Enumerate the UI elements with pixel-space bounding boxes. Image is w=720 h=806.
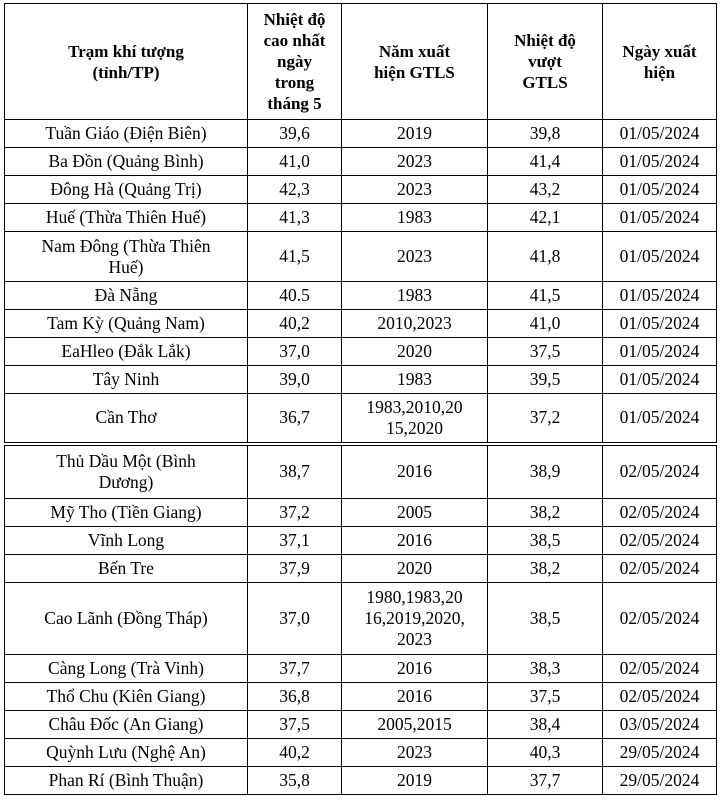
max-temp-cell: 41,5 (248, 232, 342, 282)
max-temp-cell: 36,8 (248, 683, 342, 711)
record-year-cell: 1983,2010,20 15,2020 (342, 394, 488, 444)
date-cell: 01/05/2024 (603, 338, 717, 366)
station-cell: Tam Kỳ (Quảng Nam) (5, 310, 248, 338)
max-temp-cell: 41,3 (248, 204, 342, 232)
date-cell: 02/05/2024 (603, 583, 717, 655)
header-station: Trạm khí tượng (tỉnh/TP) (5, 4, 248, 120)
exceed-temp-cell: 39,8 (488, 120, 603, 148)
exceed-temp-cell: 38,5 (488, 583, 603, 655)
record-year-cell: 2023 (342, 739, 488, 767)
exceed-temp-cell: 39,5 (488, 366, 603, 394)
table-row (5, 767, 717, 795)
station-cell: Ba Đồn (Quảng Bình) (5, 148, 248, 176)
station-cell: Mỹ Tho (Tiền Giang) (5, 499, 248, 527)
station-cell: Vĩnh Long (5, 527, 248, 555)
table-row (5, 527, 717, 555)
table-row (5, 444, 717, 499)
record-year-cell: 1980,1983,20 16,2019,2020, 2023 (342, 583, 488, 655)
station-cell: Tây Ninh (5, 366, 248, 394)
table-row (5, 583, 717, 655)
exceed-temp-cell: 40,3 (488, 739, 603, 767)
exceed-temp-cell: 41,0 (488, 310, 603, 338)
max-temp-cell: 37,5 (248, 711, 342, 739)
record-year-cell: 2020 (342, 338, 488, 366)
table-row (5, 366, 717, 394)
max-temp-cell: 38,7 (248, 444, 342, 499)
station-cell: Thủ Dầu Một (Bình Dương) (5, 444, 248, 499)
record-year-cell: 2019 (342, 120, 488, 148)
record-year-cell: 2016 (342, 683, 488, 711)
record-year-cell: 2023 (342, 232, 488, 282)
date-cell: 01/05/2024 (603, 232, 717, 282)
date-cell: 01/05/2024 (603, 176, 717, 204)
header-row (5, 4, 717, 120)
date-cell: 01/05/2024 (603, 282, 717, 310)
header-exceed-temp: Nhiệt độ vượt GTLS (488, 4, 603, 120)
record-year-cell: 2016 (342, 527, 488, 555)
date-cell: 02/05/2024 (603, 555, 717, 583)
record-year-cell: 2016 (342, 444, 488, 499)
max-temp-cell: 37,0 (248, 583, 342, 655)
exceed-temp-cell: 38,9 (488, 444, 603, 499)
table-row (5, 148, 717, 176)
station-cell: Phan Rí (Bình Thuận) (5, 767, 248, 795)
station-cell: Châu Đốc (An Giang) (5, 711, 248, 739)
record-year-cell: 2010,2023 (342, 310, 488, 338)
station-cell: Đà Nẵng (5, 282, 248, 310)
record-year-cell: 2005 (342, 499, 488, 527)
date-cell: 29/05/2024 (603, 739, 717, 767)
station-cell: EaHleo (Đắk Lắk) (5, 338, 248, 366)
table-row (5, 232, 717, 282)
max-temp-cell: 42,3 (248, 176, 342, 204)
heat-record-table (4, 3, 717, 795)
date-cell: 01/05/2024 (603, 310, 717, 338)
date-cell: 02/05/2024 (603, 683, 717, 711)
date-cell: 03/05/2024 (603, 711, 717, 739)
exceed-temp-cell: 38,2 (488, 555, 603, 583)
record-year-cell: 2023 (342, 148, 488, 176)
date-cell: 01/05/2024 (603, 204, 717, 232)
date-cell: 01/05/2024 (603, 366, 717, 394)
date-cell: 02/05/2024 (603, 499, 717, 527)
exceed-temp-cell: 41,4 (488, 148, 603, 176)
record-year-cell: 2019 (342, 767, 488, 795)
station-cell: Tuần Giáo (Điện Biên) (5, 120, 248, 148)
station-cell: Cần Thơ (5, 394, 248, 444)
max-temp-cell: 40,2 (248, 739, 342, 767)
station-cell: Quỳnh Lưu (Nghệ An) (5, 739, 248, 767)
exceed-temp-cell: 43,2 (488, 176, 603, 204)
exceed-temp-cell: 42,1 (488, 204, 603, 232)
date-cell: 01/05/2024 (603, 394, 717, 444)
max-temp-cell: 37,1 (248, 527, 342, 555)
header-max-temp: Nhiệt độ cao nhất ngày trong tháng 5 (248, 4, 342, 120)
record-year-cell: 1983 (342, 282, 488, 310)
exceed-temp-cell: 37,2 (488, 394, 603, 444)
date-cell: 02/05/2024 (603, 444, 717, 499)
max-temp-cell: 41,0 (248, 148, 342, 176)
exceed-temp-cell: 38,4 (488, 711, 603, 739)
station-cell: Thổ Chu (Kiên Giang) (5, 683, 248, 711)
table-row (5, 683, 717, 711)
station-cell: Nam Đông (Thừa Thiên Huế) (5, 232, 248, 282)
exceed-temp-cell: 41,8 (488, 232, 603, 282)
record-year-cell: 1983 (342, 366, 488, 394)
table-row (5, 120, 717, 148)
station-cell: Càng Long (Trà Vinh) (5, 655, 248, 683)
table-row (5, 176, 717, 204)
table-row (5, 739, 717, 767)
table-row (5, 338, 717, 366)
exceed-temp-cell: 37,5 (488, 338, 603, 366)
max-temp-cell: 37,0 (248, 338, 342, 366)
exceed-temp-cell: 38,2 (488, 499, 603, 527)
record-year-cell: 2023 (342, 176, 488, 204)
station-cell: Bến Tre (5, 555, 248, 583)
table-container (4, 3, 717, 795)
max-temp-cell: 37,7 (248, 655, 342, 683)
exceed-temp-cell: 38,5 (488, 527, 603, 555)
date-cell: 02/05/2024 (603, 655, 717, 683)
max-temp-cell: 37,2 (248, 499, 342, 527)
max-temp-cell: 37,9 (248, 555, 342, 583)
header-date: Ngày xuất hiện (603, 4, 717, 120)
table-row (5, 204, 717, 232)
table-row (5, 555, 717, 583)
max-temp-cell: 39,6 (248, 120, 342, 148)
table-row (5, 282, 717, 310)
date-cell: 29/05/2024 (603, 767, 717, 795)
record-year-cell: 1983 (342, 204, 488, 232)
table-row (5, 655, 717, 683)
record-year-cell: 2016 (342, 655, 488, 683)
max-temp-cell: 35,8 (248, 767, 342, 795)
max-temp-cell: 40.5 (248, 282, 342, 310)
exceed-temp-cell: 37,5 (488, 683, 603, 711)
table-row (5, 394, 717, 444)
table-row (5, 310, 717, 338)
station-cell: Cao Lãnh (Đồng Tháp) (5, 583, 248, 655)
exceed-temp-cell: 38,3 (488, 655, 603, 683)
exceed-temp-cell: 41,5 (488, 282, 603, 310)
exceed-temp-cell: 37,7 (488, 767, 603, 795)
table-row (5, 711, 717, 739)
record-year-cell: 2020 (342, 555, 488, 583)
station-cell: Đông Hà (Quảng Trị) (5, 176, 248, 204)
station-cell: Huế (Thừa Thiên Huế) (5, 204, 248, 232)
date-cell: 01/05/2024 (603, 120, 717, 148)
max-temp-cell: 40,2 (248, 310, 342, 338)
date-cell: 01/05/2024 (603, 148, 717, 176)
record-year-cell: 2005,2015 (342, 711, 488, 739)
date-cell: 02/05/2024 (603, 527, 717, 555)
table-row (5, 499, 717, 527)
max-temp-cell: 36,7 (248, 394, 342, 444)
header-record-year: Năm xuất hiện GTLS (342, 4, 488, 120)
max-temp-cell: 39,0 (248, 366, 342, 394)
